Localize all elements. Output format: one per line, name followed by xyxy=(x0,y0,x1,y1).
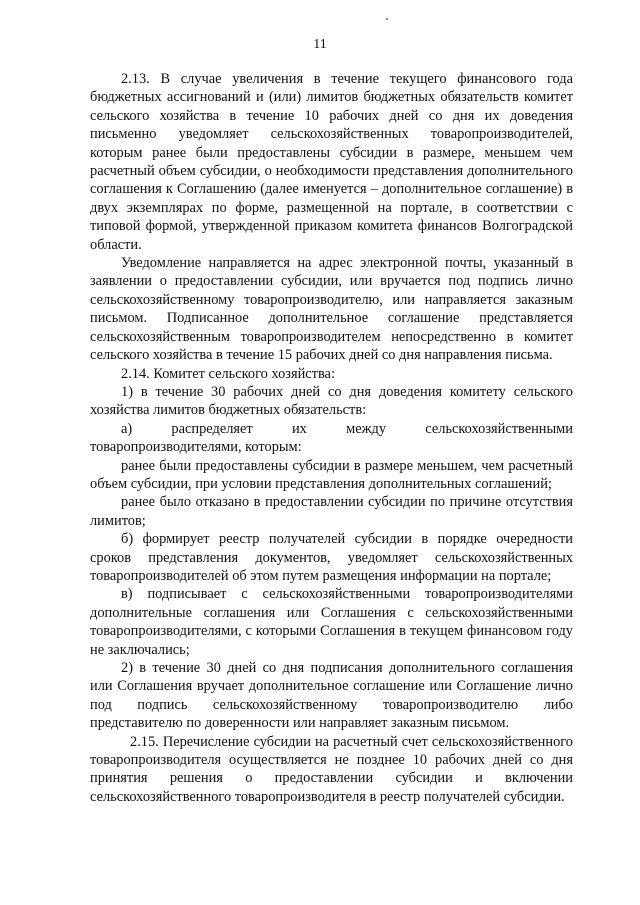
paragraph-a-item-1: ранее были предоставлены субсидии в размере меньшем, чем расчетный объем субсидии, при условии представления дополнительных соглашений; xyxy=(90,457,573,492)
scan-speck xyxy=(386,18,388,20)
paragraph-2-14-1-a: а) распределяет их между сельскохозяйственными товаропроизводителями, которым: xyxy=(90,420,573,456)
page-number: 11 xyxy=(313,37,327,52)
paragraph-2-14-1-b: б) формирует реестр получателей субсидии в порядке очередности сроков представления документов, уведомляет сельскохозяйственных товаропроизводителей об этом путем размещения информации на портале; xyxy=(90,531,573,584)
document-body xyxy=(90,70,573,806)
paragraph-a-item-2: ранее было отказано в предоставлении субсидии по причине отсутствия лимитов; xyxy=(90,494,573,529)
paragraph-notification: Уведомление направляется на адрес электронной почты, указанный в заявлении о предоставлении субсидии, или вручается под подпись лично сельскохозяйственному товаропроизводителю, или направляется заказным письмом. Подписанное дополнительное соглашение представляется сельскохозяйственным товаропроизводителем непосредственно в комитет сельского хозяйства в течение 15 рабочих дней со дня направления письма. xyxy=(90,255,573,364)
paragraph-2-15: 2.15. Перечисление субсидии на расчетный счет сельскохозяйственного товаропроизводителя осуществляется не позднее 10 рабочих дней со дня принятия решения о предоставлении субсидии и включении сельскохозяйственного товаропроизводителя в реестр получателей субсидии. xyxy=(90,733,573,805)
paragraph-2-14-1: 1) в течение 30 рабочих дней со дня доведения комитету сельского хозяйства лимитов бюджетных обязательств: xyxy=(90,383,573,419)
paragraph-2-14-1-v: в) подписывает с сельскохозяйственными товаропроизводителями дополнительные соглашения или Соглашения с сельскохозяйственными товаропроизводителями, с которыми Соглашения в текущем финансовом году не заключались; xyxy=(90,586,573,658)
paragraph-2-14: 2.14. Комитет сельского хозяйства: xyxy=(121,365,335,382)
paragraph-2-13: 2.13. В случае увеличения в течение текущего финансового года бюджетных ассигнований и (или) лимитов бюджетных обязательств комитет сельского хозяйства в течение 10 рабочих дней со дня их доведения письменно уведомляет сельскохозяйственных товаропроизводителей, которым ранее были предоставлены субсидии в размере, меньшем чем расчетный объем субсидии, о необходимости представления дополнительного соглашения к Соглашению (далее именуется – дополнительное соглашение) в двух экземплярах по форме, размещенной на портале, в соответствии с типовой формой, утвержденной приказом комитета финансов Волгоградской области. xyxy=(90,71,573,253)
paragraph-2-14-2: 2) в течение 30 дней со дня подписания дополнительного соглашения или Соглашения вручает дополнительное соглашение или Соглашение лично под подпись сельскохозяйственному товаропроизводителю либо представителю по доверенности или направляет заказным письмом. xyxy=(90,660,573,732)
